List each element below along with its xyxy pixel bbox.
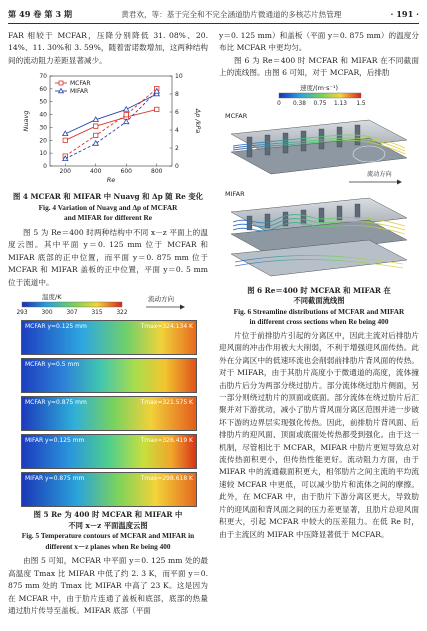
y2-tick-label: 0 [175,163,179,171]
x-tick-label: 200 [59,168,71,176]
data-point-mcfar [124,113,128,117]
figure-4-caption-en-2: and MIFAR for different Re [64,213,152,223]
data-point-mcfar [63,138,67,142]
y-tick-label: 0 [43,163,47,171]
y-tick-label: 70 [39,73,47,81]
y-tick-label: 40 [39,111,47,119]
figure-6 [219,82,419,328]
colorbar-tick-label: 322 [116,310,128,317]
figure-6-streamlines [219,82,419,282]
left-paragraph-2: 图 5 为 Re＝400 时两种结构中不同 x－z 平面上的温度云图。其中平面 y＝0. 125 mm 位于 MCFAR 和 MIFAR 底部的正中位置，而平面 y＝0. 875 mm 位于 MCFAR 和 MIFAR 盖板的正中位置，平面 y＝0. 5 mm 位于流道中。 [8,228,208,287]
strip-tmax: Tmax=326.419 K [140,437,193,445]
plot-frame [50,76,172,166]
right-paragraph-3: 片位于前排肋片引起的分离区中，因此主流对后排肋片迎风面的冲击作用被大大削弱，不利于增强迎风面传热。此外在分离区中的低速环流也会削弱前排肋片背风面的传热。对于 MIFAR，由于其肋片高度小于微通道的高度，流体撞击肋片后分为两部分绕过肋片。部分流体绕过肋片侧面，另一部分则绕过肋片的顶面或底面。部分流体在绕过肋片后汇聚并对下游扰动，减小了肋片背风面分离区范围并进一步破坏下游的边界层实现强化传热。因此，前排肋片背风面、后排肋片的迎风面、顶面或底面处传热都受到强化。由于这一机制，尽管相比于 MCFAR，MIFAR 中肋片更短导致总对流传热面积更小，但传热性能更好。流动阻力方面，由于 MIFAR 中的流通截面积更大，相邻肋片之间主流的平均流速较 MCFAR 中更低，可以减少肋片和流体之间的摩擦。此外，在 MCFAR 中，由于肋片下游分离区更大，导致肋片的迎风面和背风面之间的压力差更显著，且肋片总迎风面积更大，引起 MCFAR 中较大的压差阻力。在低 Re 时，由于主流区的 MIFAR 中压降显著低于 MCFAR。 [219,331,419,539]
data-point-mcfar [155,107,159,111]
temperature-colorbar-title: 温度/K [42,293,62,302]
data-point-mcfar [94,133,98,137]
right-paragraph-2: 图 6 为 Re＝400 时 MCFAR 和 MIFAR 在不同截面上的流线图。由图 6 可知，对于 MCFAR，后排肋 [219,55,419,78]
colorbar-tick-label: 0.38 [293,100,306,107]
legend-label-mcfar: MCFAR [70,80,91,88]
series-line-mcfar-right [65,89,157,157]
strip-tmax: Tmax=298.618 K [140,475,193,483]
figure-4-chart [8,70,208,188]
y-tick-label: 60 [39,86,47,94]
streamline-flow-arrowhead-icon [397,179,402,184]
x-tick-label: 800 [151,168,163,176]
legend-label-mifar: MIFAR [70,88,89,96]
temp-contour-mifar-y0875 [21,472,197,507]
strip-label: MIFAR y=0.125 mm [25,437,85,445]
left-paragraph-1: FAR 相较于 MCFAR，压降分别降低 31. 08%、20. 14%、11. 30%和 3. 59%，随着雷诺数增加，这两种结构间的流动阻力差距显著减少。 [8,31,208,65]
colorbar-tick-label: 307 [66,310,78,317]
y2-tick-label: 2 [175,145,179,153]
figure-5-caption-en-2: different x－z planes when Re being 400 [45,541,171,551]
figure-5-caption-en-1: Fig. 5 Temperature contours of MCFAR and MIFAR in [21,531,195,541]
temp-contour-mcfar-y0125 [21,320,197,355]
colorbar-tick-label: 1.5 [356,100,366,107]
strip-label: MCFAR y=0.5 mm [25,361,80,369]
velocity-colorbar-title: 速度/(m·s⁻¹) [299,83,339,92]
flow-direction-label: 流动方向 [148,295,174,304]
figure-5-caption-cn-2: 不同 x－z 平面温度云图 [68,520,148,530]
figure-5-caption-cn: 图 5 Re 为 400 时 MCFAR 和 MIFAR 中 [33,510,183,520]
data-point-mifar [124,119,129,124]
x-tick-label: 600 [120,168,132,176]
strip-label: MCFAR y=0.875 mm [25,399,87,407]
left-paragraph-3: 由图 5 可知，MCFAR 中平面 y＝0. 125 mm 处的最高温度 Tmax 比 MIFAR 中低了约 2. 3 K，而平面 y＝0. 875 mm 处的 Tmax 比 MIFAR 中高了 23 K。这是因为在 MCFAR 中，由于肋片连通了盖板和底部，底部的热量通过肋片传导至盖板。MIFAR 底部（平面 [8,556,208,616]
data-point-mifar [93,141,98,146]
figure-6-caption-cn-2: 不同截面流线图 [293,296,345,306]
y-tick-label: 30 [39,124,47,132]
left-column [8,30,208,617]
temp-contour-mcfar-y05 [21,358,197,393]
page-header [8,5,419,24]
temp-contour-mcfar-y0875 [21,396,197,431]
data-point-mcfar [94,124,98,128]
mifar-panel-label: MIFAR [225,189,245,198]
figure-4 [8,70,208,224]
strip-tmax: Tmax=321.575 K [140,399,193,407]
figure-4-caption-cn: 图 4 MCFAR 和 MIFAR 中 Nuavg 和 Δp 随 Re 变化 [13,192,203,202]
y2-axis-label: Δp /kPa [194,108,202,134]
strip-label: MCFAR y=0.125 mm [25,323,87,331]
figure-6-caption-en-1: Fig. 6 Streamline distributions of MCFAR and MIFAR [233,306,405,316]
figure-5-colorbar [8,292,208,316]
mcfar-panel-label: MCFAR [225,111,248,120]
colorbar-tick-label: 315 [91,310,103,317]
flow-direction-arrowhead-icon [180,305,185,310]
figure-6-caption-en-2: in different cross sections when Re being 400 [249,317,389,327]
right-column [219,30,419,541]
colorbar-tick-label: 293 [16,310,28,317]
colorbar-tick-label: 1.13 [334,100,347,107]
streamline-flow-direction-label: 流动方向 [367,170,392,178]
velocity-colorbar [279,93,361,98]
mcfar-streamline-panel [231,120,407,174]
running-title: 黄君欢，等：基于完全和不完全涵道肋片微通道的多核芯片热管理 [121,9,342,19]
x-axis-label: Re [106,176,116,185]
y-axis-label: Nuavg [22,110,30,132]
page-number: · 191 · [390,9,419,19]
right-paragraph-1: y＝0. 125 mm）和盖板（平面 y＝0. 875 mm）的温度分布比 MCFAR 中更均匀。 [219,31,419,53]
y2-tick-label: 10 [175,73,183,81]
temp-contour-mifar-y0125 [21,434,197,469]
journal-volume: 第 49 卷 第 3 期 [8,8,73,19]
figure-5 [8,292,208,552]
y-tick-label: 20 [39,137,47,145]
y2-tick-label: 8 [175,91,179,99]
figure-4-caption-en-1: Fig. 4 Variation of Nuavg and Δp of MCFAR [38,202,178,212]
legend-marker-mcfar [59,81,63,85]
x-tick-label: 400 [90,168,102,176]
temperature-colorbar [22,302,122,307]
y-tick-label: 10 [39,150,47,158]
figure-6-caption-cn: 图 6 Re＝400 时 MCFAR 和 MIFAR 在 [247,285,391,295]
y2-tick-label: 4 [175,127,179,135]
strip-label: MIFAR y=0.875 mm [25,475,85,483]
colorbar-tick-label: 0 [277,100,281,107]
y2-tick-label: 6 [175,109,179,117]
colorbar-tick-label: 300 [41,310,53,317]
strip-tmax: Tmax=324.134 K [140,323,193,331]
colorbar-tick-label: 0.75 [313,100,327,107]
y-tick-label: 50 [39,98,47,106]
